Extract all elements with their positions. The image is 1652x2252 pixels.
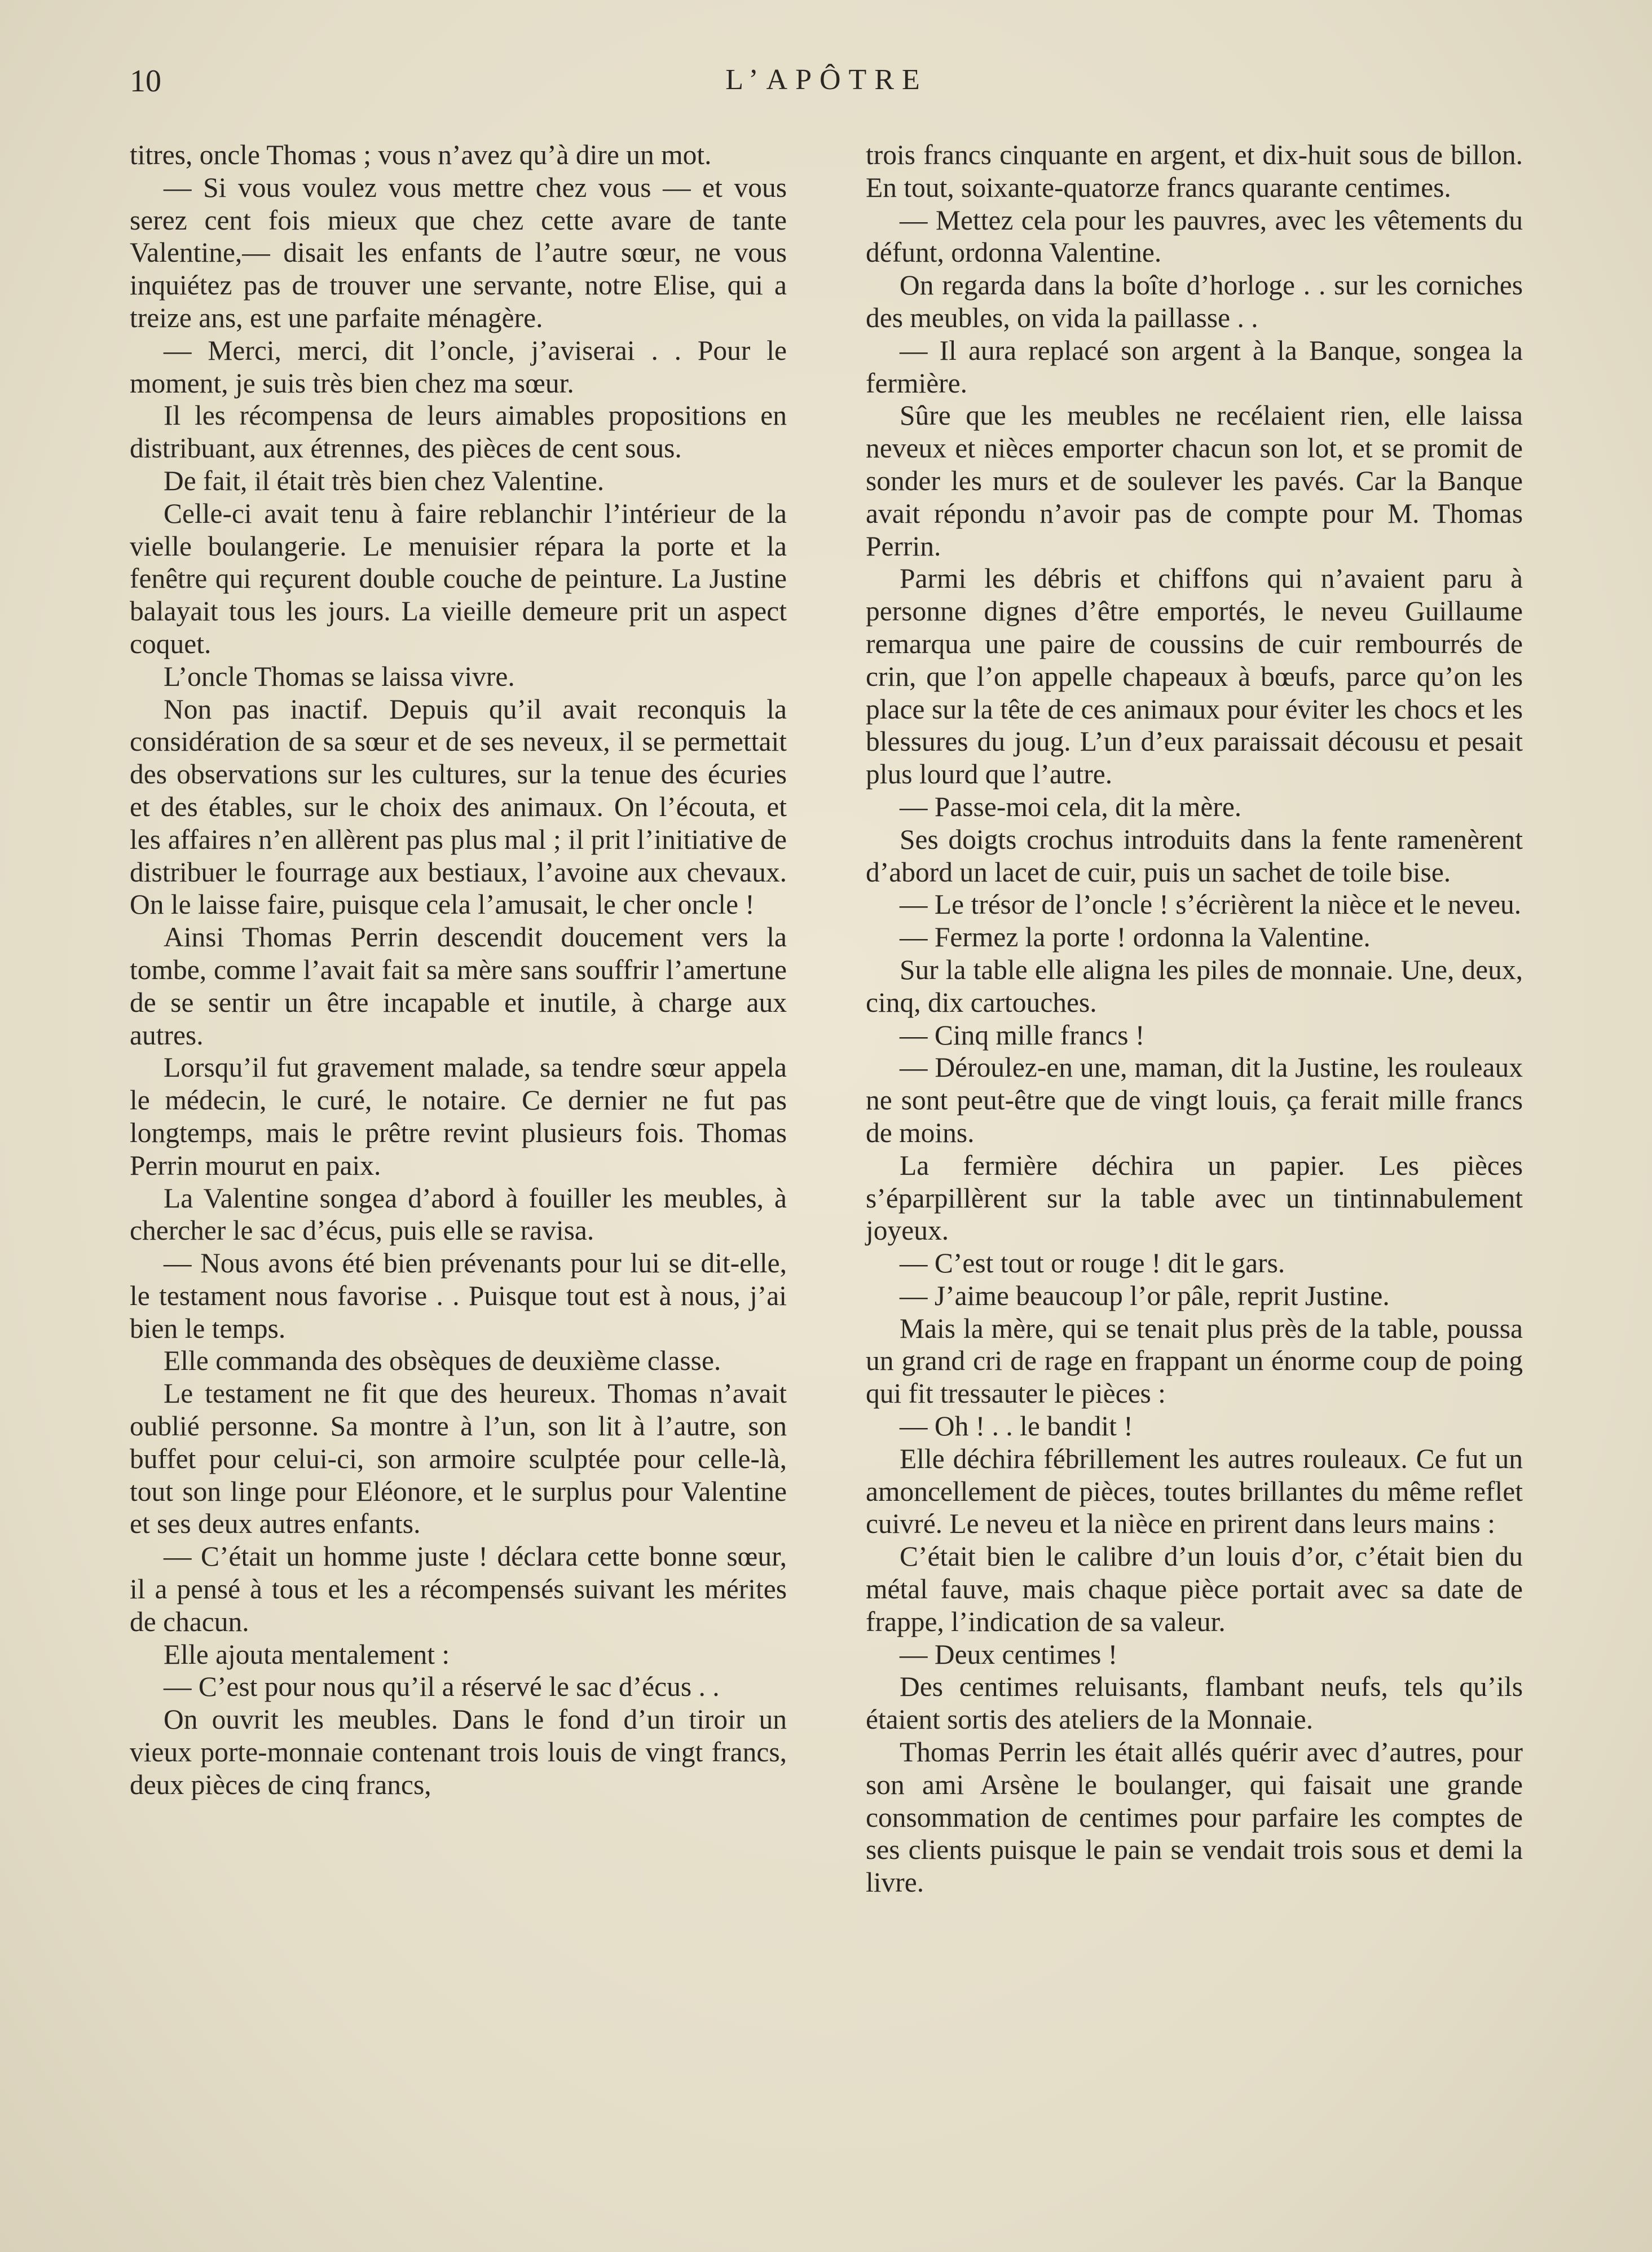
paragraph: — Oh ! . . le bandit ! xyxy=(900,1411,1133,1442)
paragraph: Ses doigts crochus introduits dans la fente ramenèrent d’abord un lacet de cuir, puis un sachet de toile bise. xyxy=(866,823,1523,888)
page-number: 10 xyxy=(130,64,161,99)
left-text-column xyxy=(130,139,787,1801)
paragraph: Parmi les débris et chiffons qui n’avaient paru à personne dignes d’être emportés, le neveu Guillaume remarqua une paire de coussins de cuir rembourrés de crin, que l’on appelle chapeaux à bœufs, parce qu’on les place sur la tête de ces animaux pour éviter les chocs et les blessures du joug. L’un d’eux paraissait décousu et pesait plus lourd que l’autre. xyxy=(866,563,1523,790)
paragraph: — C’est pour nous qu’il a réservé le sac d’écus . . xyxy=(164,1671,720,1703)
paragraph: — Merci, merci, dit l’oncle, j’aviserai . . Pour le moment, je suis très bien chez ma sœur. xyxy=(130,334,787,399)
paragraph: titres, oncle Thomas ; vous n’avez qu’à dire un mot. xyxy=(130,139,712,170)
paragraph: — Il aura replacé son argent à la Banque, songea la fermière. xyxy=(866,334,1523,399)
paragraph: Non pas inactif. Depuis qu’il avait reconquis la considération de sa sœur et de ses neveux, il se permettait des observations sur les cultures, sur la tenue des écuries et des étables, sur le choix des animaux. On l’écouta, et les affaires n’en allèrent pas plus mal ; il prit l’initiative de distribuer le fourrage aux bestiaux, l’avoine aux chevaux. On le laisse faire, puisque cela l’amusait, le cher oncle ! xyxy=(130,693,787,920)
paragraph: Le testament ne fit que des heureux. Thomas n’avait oublié personne. Sa montre à l’un, son lit à l’autre, son buffet pour celui-ci, son armoire sculptée pour celle-là, tout son linge pour Eléonore, et le surplus pour Valentine et ses deux autres enfants. xyxy=(130,1378,787,1540)
running-title: L’APÔTRE xyxy=(725,64,928,96)
paragraph: — Mettez cela pour les pauvres, avec les vêtements du défunt, ordonna Valentine. xyxy=(866,204,1523,268)
paragraph: — Passe-moi cela, dit la mère. xyxy=(900,791,1242,822)
paragraph: Ainsi Thomas Perrin descendit doucement vers la tombe, comme l’avait fait sa mère sans souffrir l’amertune de se sentir un être incapable et inutile, à charge aux autres. xyxy=(130,922,787,1051)
paragraph: — Fermez la porte ! ordonna la Valentine. xyxy=(900,922,1371,953)
paragraph: Lorsqu’il fut gravement malade, sa tendre sœur appela le médecin, le curé, le notaire. Ce dernier ne fut pas longtemps, mais le prêtre revint plusieurs fois. Thomas Perrin mourut en paix. xyxy=(130,1052,787,1181)
paragraph: Sur la table elle aligna les piles de monnaie. Une, deux, cinq, dix cartouches. xyxy=(866,954,1523,1018)
paragraph: Il les récompensa de leurs aimables propositions en distribuant, aux étrennes, des pièces de cent sous. xyxy=(130,400,787,464)
paragraph: — C’était un homme juste ! déclara cette bonne sœur, il a pensé à tous et les a récompensés suivant les mérites de chacun. xyxy=(130,1541,787,1637)
paragraph: C’était bien le calibre d’un louis d’or, c’était bien du métal fauve, mais chaque pièce portait avec sa date de frappe, l’indication de sa valeur. xyxy=(866,1541,1523,1637)
paragraph: — Le trésor de l’oncle ! s’écrièrent la nièce et le neveu. xyxy=(900,889,1522,920)
paragraph: — J’aime beaucoup l’or pâle, reprit Justine. xyxy=(900,1280,1390,1311)
paragraph: — Déroulez-en une, maman, dit la Justine, les rouleaux ne sont peut-être que de vingt louis, ça ferait mille francs de moins. xyxy=(866,1052,1523,1148)
page-header xyxy=(130,63,1523,103)
paragraph: — Si vous voulez vous mettre chez vous — et vous serez cent fois mieux que chez cette avare de tante Valentine,— disait les enfants de l’autre sœur, ne vous inquiétez pas de trouver une servante, notre Elise, qui a treize ans, est une parfaite ménagère. xyxy=(130,171,787,333)
paragraph: Thomas Perrin les était allés quérir avec d’autres, pour son ami Arsène le boulanger, qui faisait une grande consommation de centimes pour parfaire les comptes de ses clients puisque le pain se vendait trois sous et demi la livre. xyxy=(866,1737,1523,1898)
paragraph: Celle-ci avait tenu à faire reblanchir l’intérieur de la vielle boulangerie. Le menuisier répara la porte et la fenêtre qui reçurent double couche de peinture. La Justine balayait tous les jours. La vieille demeure prit un aspect coquet. xyxy=(130,497,787,659)
paragraph: On regarda dans la boîte d’horloge . . sur les corniches des meubles, on vida la paillasse . . xyxy=(866,270,1523,333)
paragraph: Sûre que les meubles ne recélaient rien, elle laissa neveux et nièces emporter chacun son lot, et se promit de sonder les murs et de soulever les pavés. Car la Banque avait répondu n’avoir pas de compte pour M. Thomas Perrin. xyxy=(866,400,1523,562)
paragraph: trois francs cinquante en argent, et dix-huit sous de billon. En tout, soixante-quatorze francs quarante centimes. xyxy=(866,139,1523,203)
paragraph: Mais la mère, qui se tenait plus près de la table, poussa un grand cri de rage en frappant un énorme coup de poing qui fit tressauter le pièces : xyxy=(866,1312,1523,1409)
paragraph: La fermière déchira un papier. Les pièces s’éparpillèrent sur la table avec un tintinnabulement joyeux. xyxy=(866,1149,1523,1246)
right-text-column xyxy=(866,139,1523,1899)
paragraph: De fait, il était très bien chez Valentine. xyxy=(164,465,605,496)
paragraph: L’oncle Thomas se laissa vivre. xyxy=(164,660,515,692)
paragraph: Elle commanda des obsèques de deuxième classe. xyxy=(164,1345,721,1377)
paragraph: On ouvrit les meubles. Dans le fond d’un tiroir un vieux porte-monnaie contenant trois louis de vingt francs, deux pièces de cinq francs, xyxy=(130,1704,787,1800)
paragraph: — Cinq mille francs ! xyxy=(900,1019,1145,1051)
paragraph: Elle ajouta mentalement : xyxy=(164,1638,450,1670)
paragraph: — C’est tout or rouge ! dit le gars. xyxy=(900,1248,1285,1279)
paragraph: La Valentine songea d’abord à fouiller les meubles, à chercher le sac d’écus, puis elle se ravisa. xyxy=(130,1182,787,1246)
paragraph: Des centimes reluisants, flambant neufs, tels qu’ils étaient sortis des ateliers de la Monnaie. xyxy=(866,1671,1523,1735)
paragraph: Elle déchira fébrillement les autres rouleaux. Ce fut un amoncellement de pièces, toutes brillantes du même reflet cuivré. Le neveu et la nièce en prirent dans leurs mains : xyxy=(866,1443,1523,1540)
paragraph: — Nous avons été bien prévenants pour lui se dit-elle, le testament nous favorise . . Puisque tout est à nous, j’ai bien le temps. xyxy=(130,1248,787,1344)
paragraph: — Deux centimes ! xyxy=(900,1638,1118,1670)
